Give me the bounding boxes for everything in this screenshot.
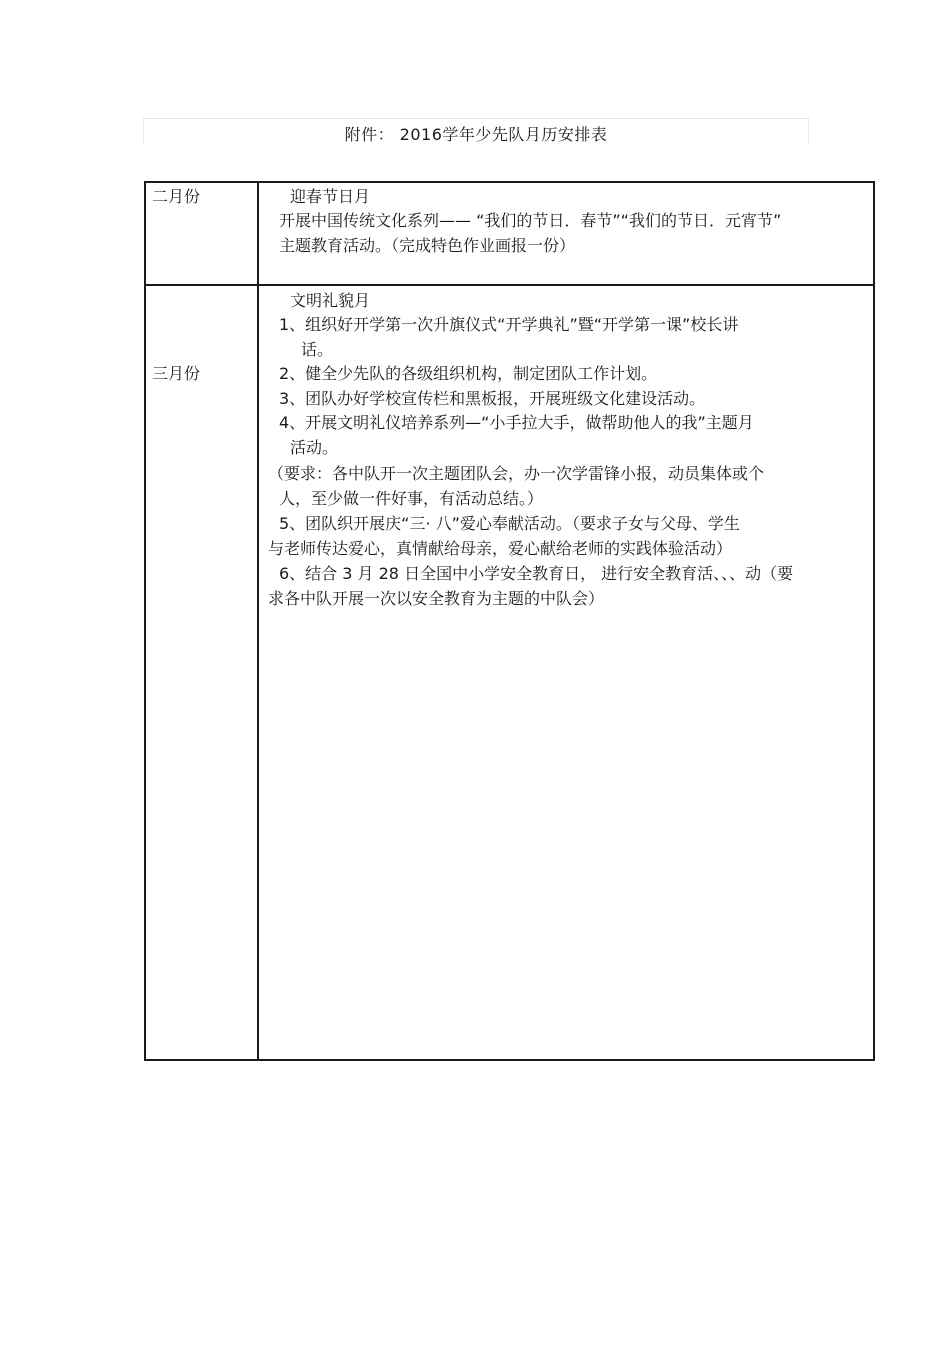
mar-line: 4、开展文明礼仪培养系列—“小手拉大手，做帮助他人的我”主题月	[279, 413, 754, 432]
month-cell-march: 三月份	[152, 364, 201, 383]
mar-line: 3、团队办好学校宣传栏和黑板报，开展班级文化建设活动。	[279, 389, 706, 408]
month-cell-february: 二月份	[152, 187, 201, 206]
mar-line: （要求：各中队开一次主题团队会，办一次学雷锋小报，动员集体或个	[268, 464, 765, 483]
mar-line: 求各中队开展一次以安全教育为主题的中队会）	[268, 589, 605, 608]
mar-line: 5、团队织开展庆“三· 八”爱心奉献活动。（要求子女与父母、学生	[279, 514, 740, 533]
column-divider	[257, 181, 259, 1061]
feb-theme: 迎春节日月	[290, 187, 371, 206]
mar-line: 人，至少做一件好事，有活动总结。）	[279, 489, 544, 508]
mar-line: 2、健全少先队的各级组织机构，制定团队工作计划。	[279, 364, 658, 383]
mar-theme: 文明礼貌月	[290, 291, 371, 310]
mar-line: 与老师传达爱心，真情献给母亲，爱心献给老师的实践体验活动）	[268, 539, 733, 558]
mar-line: 1、组织好开学第一次升旗仪式“开学典礼”暨“开学第一课”校长讲	[279, 315, 739, 334]
title-box	[143, 118, 809, 143]
mar-line: 活动。	[290, 438, 339, 457]
mar-line: 6、结合 3 月 28 日全国中小学安全教育日， 进行安全教育活、、、动（要	[279, 564, 794, 583]
mar-line: 话。	[301, 340, 334, 359]
document-title: 附件： 2016学年少先队月历安排表	[344, 125, 608, 144]
feb-line: 开展中国传统文化系列—— “我们的节日．春节”“我们的节日．元宵节”	[279, 211, 782, 230]
feb-line: 主题教育活动。（完成特色作业画报一份）	[279, 236, 576, 255]
row-divider	[144, 284, 875, 286]
